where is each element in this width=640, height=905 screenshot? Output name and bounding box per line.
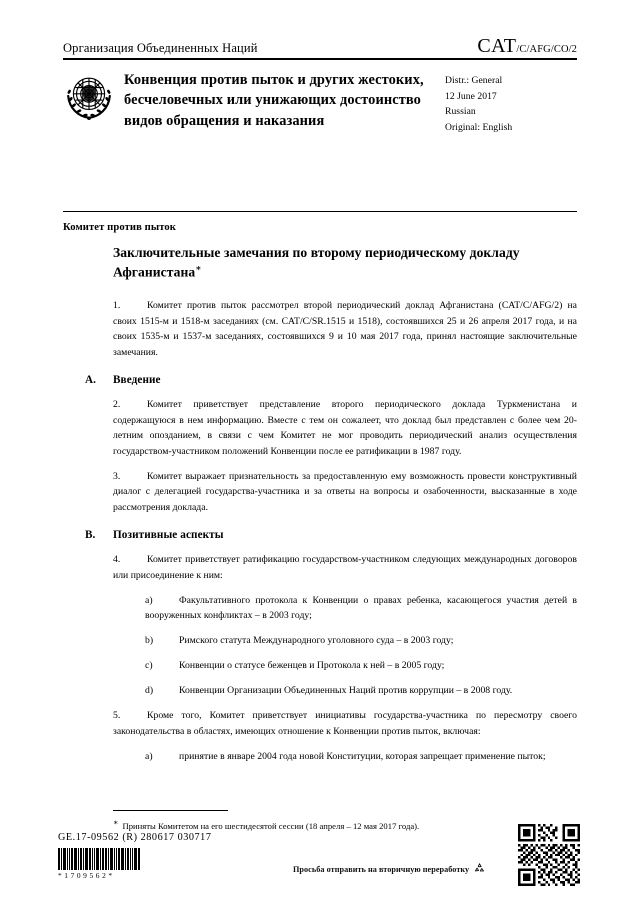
footnote-text: Приняты Комитетом на его шестидесятой сессии (18 апреля – 12 мая 2017 года). <box>122 820 420 831</box>
barcode <box>58 848 152 880</box>
document-symbol-sub: /C/AFG/CO/2 <box>516 44 577 55</box>
list-item-d1 <box>113 683 577 699</box>
section-b-heading: Позитивные аспекты <box>113 529 224 542</box>
footnote <box>113 817 577 832</box>
paragraph-5-text: Кроме того, Комитет приветствует инициативы государства-участника по пересмотру своего законодательства в областях, имеющих отношение к Конвенции против пыток, включая: <box>113 710 577 737</box>
paragraph-4 <box>113 552 577 583</box>
paragraph-1 <box>113 298 577 360</box>
barcode-bars <box>58 848 152 870</box>
paragraph-5-number: 5. <box>113 710 121 722</box>
title-footnote-marker: ∗ <box>195 263 202 274</box>
list-item-d1-text: Конвенции Организации Объединенных Наций против коррупции – в 2008 году. <box>179 685 513 697</box>
list-item-b1-label: b) <box>145 635 154 647</box>
list-item-a1-text: Факультативного протокола к Конвенции о правах ребенка, касающегося участия детей в вооруженных конфликтах – в 2003 году; <box>145 594 577 622</box>
paragraph-2 <box>113 397 577 459</box>
committee-rule <box>63 211 577 212</box>
list-item-d1-label: d) <box>145 685 154 697</box>
section-a-letter: A. <box>85 374 97 387</box>
section-a-heading: Введение <box>113 374 161 387</box>
organization-name: Организация Объединенных Наций <box>63 41 258 56</box>
list-item-c1-label: c) <box>145 660 153 672</box>
document-body <box>85 243 577 774</box>
list-item-c1-text: Конвенции о статусе беженцев и Протокола к ней – в 2005 году; <box>179 660 445 672</box>
list-item-a1 <box>113 593 577 624</box>
list-item-b1-text: Римского статута Международного уголовного суда – в 2003 году; <box>179 635 454 647</box>
section-heading-b <box>85 529 577 542</box>
paragraph-1-number: 1. <box>113 300 121 312</box>
masthead-rule <box>63 58 577 60</box>
footnote-separator <box>113 810 228 811</box>
document-symbol-main: CAT <box>477 35 517 57</box>
paragraph-3-number: 3. <box>113 470 121 482</box>
recycle-icon <box>473 862 486 877</box>
distribution-original: Original: English <box>445 121 513 133</box>
committee-name: Комитет против пыток <box>63 222 176 233</box>
list-item-a2-label: a) <box>145 750 153 762</box>
distribution-date: 12 June 2017 <box>445 90 497 102</box>
title-block <box>63 70 577 135</box>
list-item-a2 <box>113 749 577 765</box>
paragraph-2-text: Комитет приветствует представление второго периодического доклада Туркменистана и содержащуюся в нем информацию. Вместе с тем он сожалеет, что доклад был представлен с более чем 20-летним опозданием, в связи с чем Комитет не мог проводить периодический анализ осуществления государством-участником положений Конвенции после ее ратификации в 1987 году. <box>113 399 577 457</box>
paragraph-4-number: 4. <box>113 554 121 566</box>
list-item-b1 <box>113 633 577 649</box>
page-title-text: Заключительные замечания по второму периодическому докладу Афганистана <box>113 245 520 280</box>
list-item-a2-text: принятие в январе 2004 года новой Конституции, которая запрещает применение пыток; <box>179 750 546 762</box>
paragraph-5 <box>113 708 577 739</box>
section-heading-a <box>85 374 577 387</box>
list-item-a1-label: a) <box>145 594 153 606</box>
barcode-text: *1709562* <box>58 871 115 880</box>
page-title <box>113 243 577 282</box>
section-b-letter: B. <box>85 529 96 542</box>
paragraph-4-text: Комитет приветствует ратификацию государством-участником следующих международных договоров или присоединение к ним: <box>113 554 577 581</box>
list-item-c1 <box>113 658 577 674</box>
distribution-block <box>445 70 577 135</box>
job-number: GE.17-09562 (R) 280617 030717 <box>58 832 212 843</box>
qr-code <box>518 824 580 886</box>
distribution-language: Russian <box>445 106 476 118</box>
recycle-notice-text: Просьба отправить на вторичную переработку <box>293 865 470 874</box>
masthead <box>63 36 577 56</box>
distribution-type: Distr.: General <box>445 75 503 86</box>
un-emblem <box>63 70 119 122</box>
convention-title: Конвенция против пыток и других жестоких, бесчеловечных или унижающих достоинство видов обращения и наказания <box>124 72 424 129</box>
paragraph-1-text: Комитет против пыток рассмотрел второй периодический доклад Афганистана (CAT/C/AFG/2) на своих 1515-м и 1518-м заседаниях (см. CAT/C/SR.1515 и 1518), состоявшихся 25 и 26 апреля 2017 года, и на своих 1535-м и 1537-м заседаниях, состоявшихся 9 и 10 мая 2017 года, принял настоящие заключительные замечания. <box>113 300 577 358</box>
recycle-notice <box>293 862 486 877</box>
document-symbol <box>477 36 577 56</box>
footnote-marker: ∗ <box>113 818 119 827</box>
paragraph-2-number: 2. <box>113 399 121 411</box>
paragraph-3-text: Комитет выражает признательность за предоставленную ему возможность провести конструктивный диалог с делегацией государства-участника и за ответы на вопросы и озабоченности, высказанные в ходе рассмотрения доклада. <box>113 470 577 513</box>
paragraph-3 <box>113 469 577 516</box>
